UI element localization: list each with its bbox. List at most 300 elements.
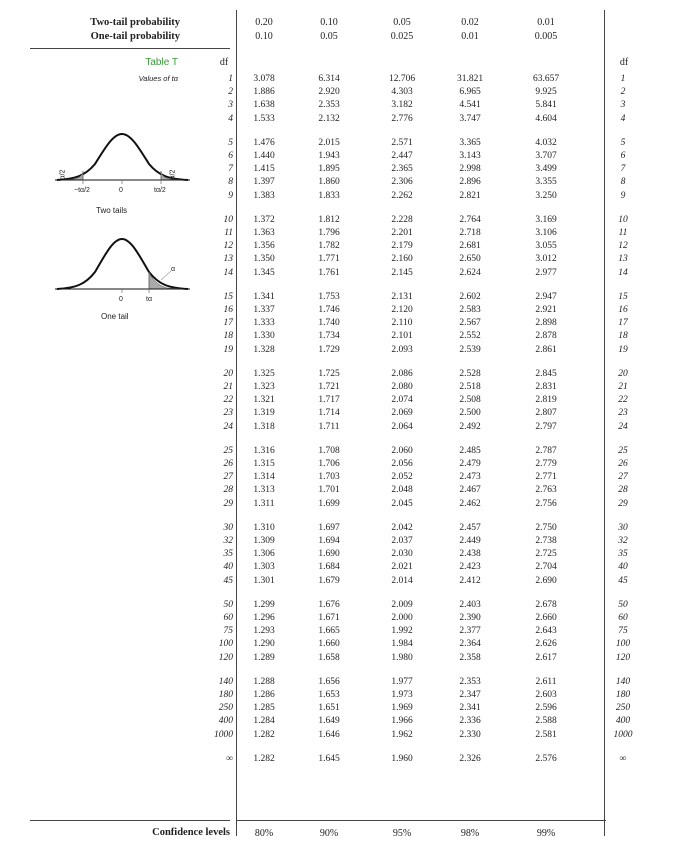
one-tail-prob-3: 0.01 (461, 31, 479, 42)
df-label-right: 60 (618, 613, 628, 623)
two-tail-prob-4: 0.01 (537, 17, 555, 28)
df-label-left: 1 (228, 74, 233, 84)
t-value-cell: 1.697 (318, 522, 340, 533)
t-value-cell: 1.337 (253, 305, 275, 315)
t-value-cell: 1.299 (253, 599, 275, 610)
t-value-cell: 1.293 (253, 626, 275, 637)
df-label-right: 28 (618, 485, 628, 496)
t-value-cell: 1.315 (253, 459, 275, 469)
t-value-cell: 2.015 (318, 137, 340, 148)
t-value-cell: 3.169 (535, 214, 557, 225)
t-value-cell: 2.581 (535, 729, 557, 740)
t-value-cell: 2.571 (391, 137, 413, 148)
t-value-cell: 2.819 (535, 395, 557, 406)
t-value-cell: 2.624 (459, 267, 481, 278)
t-value-cell: 2.643 (535, 626, 557, 637)
t-value-cell: 1.796 (318, 228, 340, 238)
t-value-cell: 2.479 (459, 459, 481, 469)
df-label-left: 7 (228, 164, 233, 175)
t-value-cell: 2.353 (459, 676, 481, 687)
df-label-right: 32 (618, 536, 628, 546)
df-label-right: 45 (618, 575, 628, 586)
t-value-cell: 1.440 (253, 151, 275, 161)
df-label-right: 23 (618, 408, 628, 419)
df-label-right: 21 (618, 382, 628, 392)
df-label-left: 3 (228, 100, 233, 111)
df-label-left: 15 (223, 291, 233, 302)
t-value-cell: 4.604 (535, 113, 557, 124)
df-label-right: 6 (620, 151, 626, 161)
df-label-right: 50 (618, 599, 628, 610)
t-value-cell: 2.110 (391, 318, 413, 329)
t-value-cell: 1.962 (391, 729, 413, 740)
t-value-cell: 2.539 (459, 344, 481, 355)
t-value-cell: 2.179 (391, 241, 413, 252)
confidence-level-1: 90% (319, 828, 339, 839)
t-value-cell: 2.086 (391, 368, 413, 379)
t-value-cell: 2.132 (318, 113, 340, 124)
t-value-cell: 2.069 (391, 408, 413, 419)
df-label-left: 20 (223, 368, 233, 379)
t-value-cell: 2.377 (459, 626, 481, 637)
t-value-cell: 3.250 (535, 190, 557, 201)
t-value-cell: 1.341 (253, 291, 275, 302)
t-value-cell: 1.645 (318, 753, 340, 764)
df-label-right: 29 (618, 498, 628, 509)
df-label-left: 30 (223, 522, 233, 533)
t-value-cell: 1.372 (253, 214, 275, 225)
t-value-cell: 6.965 (459, 87, 481, 98)
df-label-left: 27 (223, 472, 233, 483)
t-value-cell: 1.992 (391, 626, 413, 637)
t-value-cell: 2.060 (391, 445, 413, 456)
t-value-cell: 2.030 (391, 549, 413, 560)
t-value-cell: 1.721 (318, 382, 340, 392)
t-value-cell: 3.055 (535, 241, 557, 252)
t-value-cell: 6.314 (318, 74, 340, 84)
t-value-cell: 1.665 (318, 626, 340, 637)
t-value-cell: 1.284 (253, 716, 275, 727)
t-value-cell: 1.321 (253, 395, 275, 406)
t-value-cell: 2.898 (535, 318, 557, 329)
df-label-left: 14 (223, 267, 233, 278)
t-value-cell: 1.316 (253, 445, 275, 456)
t-value-cell: 2.449 (459, 536, 481, 546)
t-value-cell: 1.886 (253, 87, 275, 98)
df-header-right: df (619, 57, 629, 68)
t-value-cell: 1.734 (318, 331, 340, 342)
t-value-cell: 2.920 (318, 87, 340, 98)
df-label-right: 75 (618, 626, 628, 637)
t-value-cell: 2.896 (459, 177, 481, 188)
df-label-right: 25 (618, 445, 628, 456)
t-value-cell: 2.797 (535, 421, 557, 432)
t-value-cell: 1.638 (253, 100, 275, 111)
df-label-left: 140 (218, 676, 233, 687)
t-value-cell: 2.588 (535, 716, 557, 727)
t-value-cell: 1.658 (318, 652, 340, 663)
t-value-cell: 2.341 (459, 703, 481, 714)
t-value-cell: 1.301 (253, 575, 275, 586)
one-tail-prob-4: 0.005 (534, 31, 558, 42)
t-value-cell: 2.093 (391, 344, 413, 355)
two-tails-caption: Two tails (96, 206, 128, 215)
df-label-right: 100 (615, 639, 631, 650)
t-value-cell: 1.290 (253, 639, 275, 650)
confidence-level-2: 95% (392, 828, 412, 839)
t-value-cell: 1.711 (318, 421, 340, 432)
t-value-cell: 2.576 (535, 753, 557, 764)
t-value-cell: 1.646 (318, 729, 340, 740)
df-label-left: 19 (223, 344, 233, 355)
df-label-right: 17 (618, 318, 628, 329)
t-value-cell: 1.383 (253, 190, 275, 201)
t-value-cell: 3.143 (459, 151, 481, 161)
df-label-left: 22 (223, 395, 233, 406)
t-value-cell: 4.303 (391, 87, 413, 98)
one-tail-alpha-label: α (171, 266, 176, 273)
t-value-cell: 1.782 (318, 241, 340, 252)
df-label-right: 4 (620, 113, 626, 124)
t-value-cell: 1.980 (391, 652, 413, 663)
df-label-left: 4 (228, 113, 233, 124)
t-value-cell: 31.821 (456, 74, 484, 84)
t-value-cell: 1.330 (253, 331, 275, 342)
t-value-cell: 2.603 (535, 690, 557, 700)
df-label-left: 60 (223, 613, 233, 623)
df-label-left: 26 (223, 459, 233, 469)
t-value-cell: 1.309 (253, 536, 275, 546)
t-value-cell: 1.319 (253, 408, 275, 419)
t-value-cell: 3.106 (535, 228, 557, 238)
t-value-cell: 2.473 (459, 472, 481, 483)
t-value-cell: 2.845 (535, 368, 557, 379)
t-value-cell: 1.960 (391, 753, 413, 764)
df-label-right: 2 (620, 87, 626, 98)
df-label-left: 400 (218, 716, 233, 727)
df-label-right: 250 (615, 703, 631, 714)
t-value-cell: 2.552 (459, 331, 481, 342)
two-tail-prob-1: 0.10 (320, 17, 338, 28)
t-value-cell: 1.701 (318, 485, 340, 496)
t-value-cell: 2.528 (459, 368, 481, 379)
t-value-cell: 2.042 (391, 522, 413, 533)
t-value-cell: 1.694 (318, 536, 340, 546)
t-value-cell: 1.708 (318, 445, 340, 456)
t-value-cell: 2.776 (391, 113, 413, 124)
df-label-right: 20 (618, 368, 628, 379)
t-value-cell: 1.350 (253, 254, 275, 265)
t-value-cell: 1.753 (318, 291, 340, 302)
df-label-left: 11 (224, 228, 233, 238)
t-value-cell: 2.330 (459, 729, 481, 740)
t-value-cell: 2.262 (391, 190, 413, 201)
t-value-cell: 9.925 (535, 87, 557, 98)
df-label-left: 13 (223, 254, 233, 265)
df-label-right: 12 (618, 241, 628, 252)
t-value-cell: 1.282 (253, 729, 275, 740)
df-label-left: 1000 (214, 729, 233, 740)
t-value-cell: 2.467 (459, 485, 481, 496)
t-value-cell: 1.984 (391, 639, 413, 650)
df-label-right: 8 (620, 177, 626, 188)
df-label-left: 250 (218, 703, 233, 714)
one-tail-curve (55, 225, 190, 305)
t-value-cell: 2.602 (459, 291, 481, 302)
t-value-cell: 2.447 (391, 151, 413, 161)
t-value-cell: 2.807 (535, 408, 557, 419)
df-label-right: 18 (618, 331, 628, 342)
t-value-cell: 2.336 (459, 716, 481, 727)
df-label-right: 140 (615, 676, 631, 687)
t-value-cell: 4.032 (535, 137, 557, 148)
df-label-left: 28 (223, 485, 233, 496)
t-value-cell: 2.462 (459, 498, 481, 509)
t-value-cell: 2.353 (318, 100, 340, 111)
one-tail-probability-label: One-tail probability (90, 31, 180, 42)
t-value-cell: 1.746 (318, 305, 340, 315)
df-label-right: 30 (618, 522, 628, 533)
df-label-right: 1000 (613, 729, 633, 740)
t-value-cell: 2.390 (459, 613, 481, 623)
t-value-cell: 2.771 (535, 472, 557, 483)
df-label-left: 2 (228, 87, 233, 98)
t-value-cell: 2.583 (459, 305, 481, 315)
t-value-cell: 2.611 (535, 676, 557, 687)
t-value-cell: 2.021 (391, 562, 413, 573)
t-value-cell: 2.508 (459, 395, 481, 406)
t-value-cell: 2.101 (391, 331, 413, 342)
footer-rule (30, 820, 230, 821)
t-value-cell: 1.649 (318, 716, 340, 727)
t-value-cell: 1.345 (253, 267, 275, 278)
t-value-cell: 1.323 (253, 382, 275, 392)
df-label-left: 9 (228, 190, 233, 201)
t-value-cell: 2.878 (535, 331, 557, 342)
t-value-cell: 2.131 (391, 291, 413, 302)
one-tail-prob-2: 0.025 (390, 31, 414, 42)
two-tail-prob-2: 0.05 (393, 17, 411, 28)
t-value-cell: 2.763 (535, 485, 557, 496)
df-label-left: 180 (218, 690, 233, 700)
t-value-cell: 1.860 (318, 177, 340, 188)
one-tail-prob-0: 0.10 (255, 31, 273, 42)
t-value-cell: 1.761 (318, 267, 340, 278)
t-value-cell: 2.756 (535, 498, 557, 509)
df-label-left: 120 (218, 652, 233, 663)
t-value-cell: 1.771 (318, 254, 340, 265)
t-value-cell: 2.617 (535, 652, 557, 663)
t-value-cell: 2.704 (535, 562, 557, 573)
t-value-cell: 2.678 (535, 599, 557, 610)
t-value-cell: 1.660 (318, 639, 340, 650)
df-label-right: 24 (618, 421, 628, 432)
df-header-left: df (219, 57, 229, 68)
t-value-cell: 1.706 (318, 459, 340, 469)
t-value-cell: 1.729 (318, 344, 340, 355)
t-value-cell: 2.947 (535, 291, 557, 302)
neg-t-alpha-half-label: −tα/2 (74, 187, 90, 194)
t-value-cell: 2.831 (535, 382, 557, 392)
t-value-cell: 2.485 (459, 445, 481, 456)
t-value-cell: 1.314 (253, 472, 275, 483)
t-value-cell: 2.064 (391, 421, 413, 432)
df-label-right: 11 (618, 228, 628, 238)
df-label-right: 180 (615, 690, 631, 700)
table-title: Table T (145, 57, 178, 68)
df-label-left: 40 (223, 562, 233, 573)
confidence-level-0: 80% (254, 828, 274, 839)
t-value-cell: 1.717 (318, 395, 340, 406)
df-label-right: 13 (618, 254, 628, 265)
t-value-cell: 1.973 (391, 690, 413, 700)
one-tail-caption: One tail (101, 312, 129, 321)
t-value-cell: 1.363 (253, 228, 275, 238)
df-label-right: 14 (618, 267, 628, 278)
t-value-cell: 5.841 (535, 100, 557, 111)
t-value-cell: 1.714 (318, 408, 340, 419)
t-value-cell: 1.333 (253, 318, 275, 329)
t-value-cell: 1.288 (253, 676, 275, 687)
t-alpha-half-label: tα/2 (154, 187, 166, 194)
two-tails-alpha-half-right: α/2 (169, 169, 177, 180)
t-value-cell: 1.286 (253, 690, 275, 700)
df-label-right: 3 (620, 100, 626, 111)
t-value-cell: 2.080 (391, 382, 413, 392)
t-value-cell: 2.921 (535, 305, 557, 315)
t-value-cell: 1.285 (253, 703, 275, 714)
df-label-right: 120 (615, 652, 631, 663)
t-value-cell: 2.457 (459, 522, 481, 533)
t-value-cell: 2.977 (535, 267, 557, 278)
t-value-cell: 2.074 (391, 395, 413, 406)
df-label-right: 16 (618, 305, 628, 315)
t-value-cell: 1.306 (253, 549, 275, 560)
df-label-left: ∞ (226, 753, 233, 764)
t-value-cell: 2.358 (459, 652, 481, 663)
t-value-cell: 2.365 (391, 164, 413, 175)
confidence-level-4: 99% (536, 828, 556, 839)
t-value-cell: 2.000 (391, 613, 413, 623)
values-of-label: Values of tα (138, 74, 178, 83)
t-value-cell: 2.518 (459, 382, 481, 392)
t-value-cell: 1.296 (253, 613, 275, 623)
t-value-cell: 3.078 (253, 74, 275, 84)
t-value-cell: 2.347 (459, 690, 481, 700)
t-value-cell: 1.703 (318, 472, 340, 483)
t-value-cell: 2.500 (459, 408, 481, 419)
t-value-cell: 2.718 (459, 228, 481, 238)
t-value-cell: 2.228 (391, 214, 413, 225)
t-value-cell: 2.861 (535, 344, 557, 355)
t-value-cell: 2.120 (391, 305, 413, 315)
t-value-cell: 2.048 (391, 485, 413, 496)
t-value-cell: 3.355 (535, 177, 557, 188)
t-value-cell: 2.045 (391, 498, 413, 509)
right-column-rule (604, 10, 605, 836)
t-value-cell: 2.764 (459, 214, 481, 225)
one-tail-t-alpha-label: tα (146, 296, 152, 303)
t-value-cell: 2.364 (459, 639, 481, 650)
t-value-cell: 1.684 (318, 562, 340, 573)
t-value-cell: 1.812 (318, 214, 340, 225)
df-label-right: ∞ (619, 753, 627, 764)
t-value-cell: 2.690 (535, 575, 557, 586)
df-label-left: 32 (223, 536, 233, 546)
footer-rule-mid (236, 820, 606, 821)
t-value-cell: 1.671 (318, 613, 340, 623)
df-label-left: 18 (223, 331, 233, 342)
two-tails-alpha-half-left: α/2 (59, 169, 67, 180)
two-tail-prob-3: 0.02 (461, 17, 479, 28)
t-value-cell: 3.182 (391, 100, 413, 111)
df-label-right: 22 (618, 395, 628, 406)
df-label-right: 40 (618, 562, 628, 573)
t-value-cell: 2.681 (459, 241, 481, 252)
df-label-left: 10 (223, 214, 233, 225)
t-value-cell: 2.650 (459, 254, 481, 265)
t-value-cell: 1.651 (318, 703, 340, 714)
t-value-cell: 1.328 (253, 344, 275, 355)
one-tail-prob-1: 0.05 (320, 31, 338, 42)
t-value-cell: 2.201 (391, 228, 413, 238)
t-value-cell: 1.977 (391, 676, 413, 687)
df-label-left: 45 (223, 575, 233, 586)
two-tail-probability-label: Two-tail probability (90, 17, 180, 28)
t-value-cell: 1.833 (318, 190, 340, 201)
df-label-right: 9 (620, 190, 626, 201)
t-value-cell: 1.313 (253, 485, 275, 496)
df-label-right: 1 (620, 74, 626, 84)
t-value-cell: 1.679 (318, 575, 340, 586)
df-label-left: 35 (223, 549, 233, 560)
df-label-left: 25 (223, 445, 233, 456)
t-value-cell: 2.037 (391, 536, 413, 546)
df-label-right: 27 (618, 472, 628, 483)
t-value-cell: 4.541 (459, 100, 481, 111)
t-value-cell: 2.779 (535, 459, 557, 469)
df-label-left: 50 (223, 599, 233, 610)
two-tail-prob-0: 0.20 (255, 17, 273, 28)
df-label-left: 12 (223, 241, 233, 252)
t-value-cell: 2.014 (391, 575, 413, 586)
t-value-cell: 2.160 (391, 254, 413, 265)
t-value-cell: 1.969 (391, 703, 413, 714)
one-tail-zero-label: 0 (119, 296, 123, 303)
two-tails-zero-label: 0 (119, 187, 123, 194)
df-label-left: 21 (223, 382, 233, 392)
t-value-cell: 1.476 (253, 137, 275, 148)
t-value-cell: 1.966 (391, 716, 413, 727)
t-value-cell: 2.009 (391, 599, 413, 610)
confidence-level-3: 98% (460, 828, 480, 839)
df-label-right: 35 (618, 549, 628, 560)
t-value-cell: 1.356 (253, 241, 275, 252)
t-value-cell: 2.821 (459, 190, 481, 201)
t-value-cell: 3.707 (535, 151, 557, 161)
t-value-cell: 2.326 (459, 753, 481, 764)
df-label-right: 10 (618, 214, 628, 225)
t-value-cell: 1.415 (253, 164, 275, 175)
df-label-right: 19 (618, 344, 628, 355)
df-label-left: 8 (228, 177, 233, 188)
t-value-cell: 2.423 (459, 562, 481, 573)
t-value-cell: 3.365 (459, 137, 481, 148)
t-value-cell: 1.653 (318, 690, 340, 700)
t-value-cell: 3.499 (535, 164, 557, 175)
t-value-cell: 1.943 (318, 151, 340, 161)
t-value-cell: 1.895 (318, 164, 340, 175)
